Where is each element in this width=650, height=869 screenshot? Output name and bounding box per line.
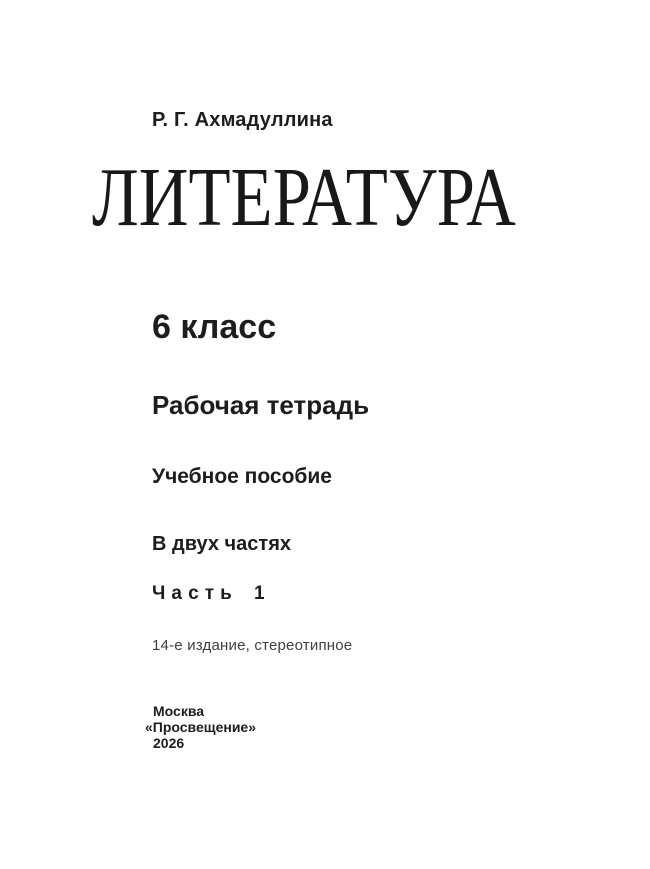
workbook-subtitle: Рабочая тетрадь [152,390,370,420]
imprint-block [145,703,256,751]
imprint-city: Москва [153,703,205,719]
book-title: ЛИТЕРАТУРА [92,151,516,244]
parts-count-label: В двух частях [152,533,291,555]
imprint-publisher: «Просвещение» [145,719,256,735]
part-number-label: Часть 1 [152,583,271,604]
grade-label: 6 класс [152,308,277,346]
author-name: Р. Г. Ахмадуллина [152,109,333,131]
edition-note: 14-е издание, стереотипное [152,637,353,654]
edition-type-label: Учебное пособие [152,465,332,488]
imprint-year: 2026 [153,735,185,751]
